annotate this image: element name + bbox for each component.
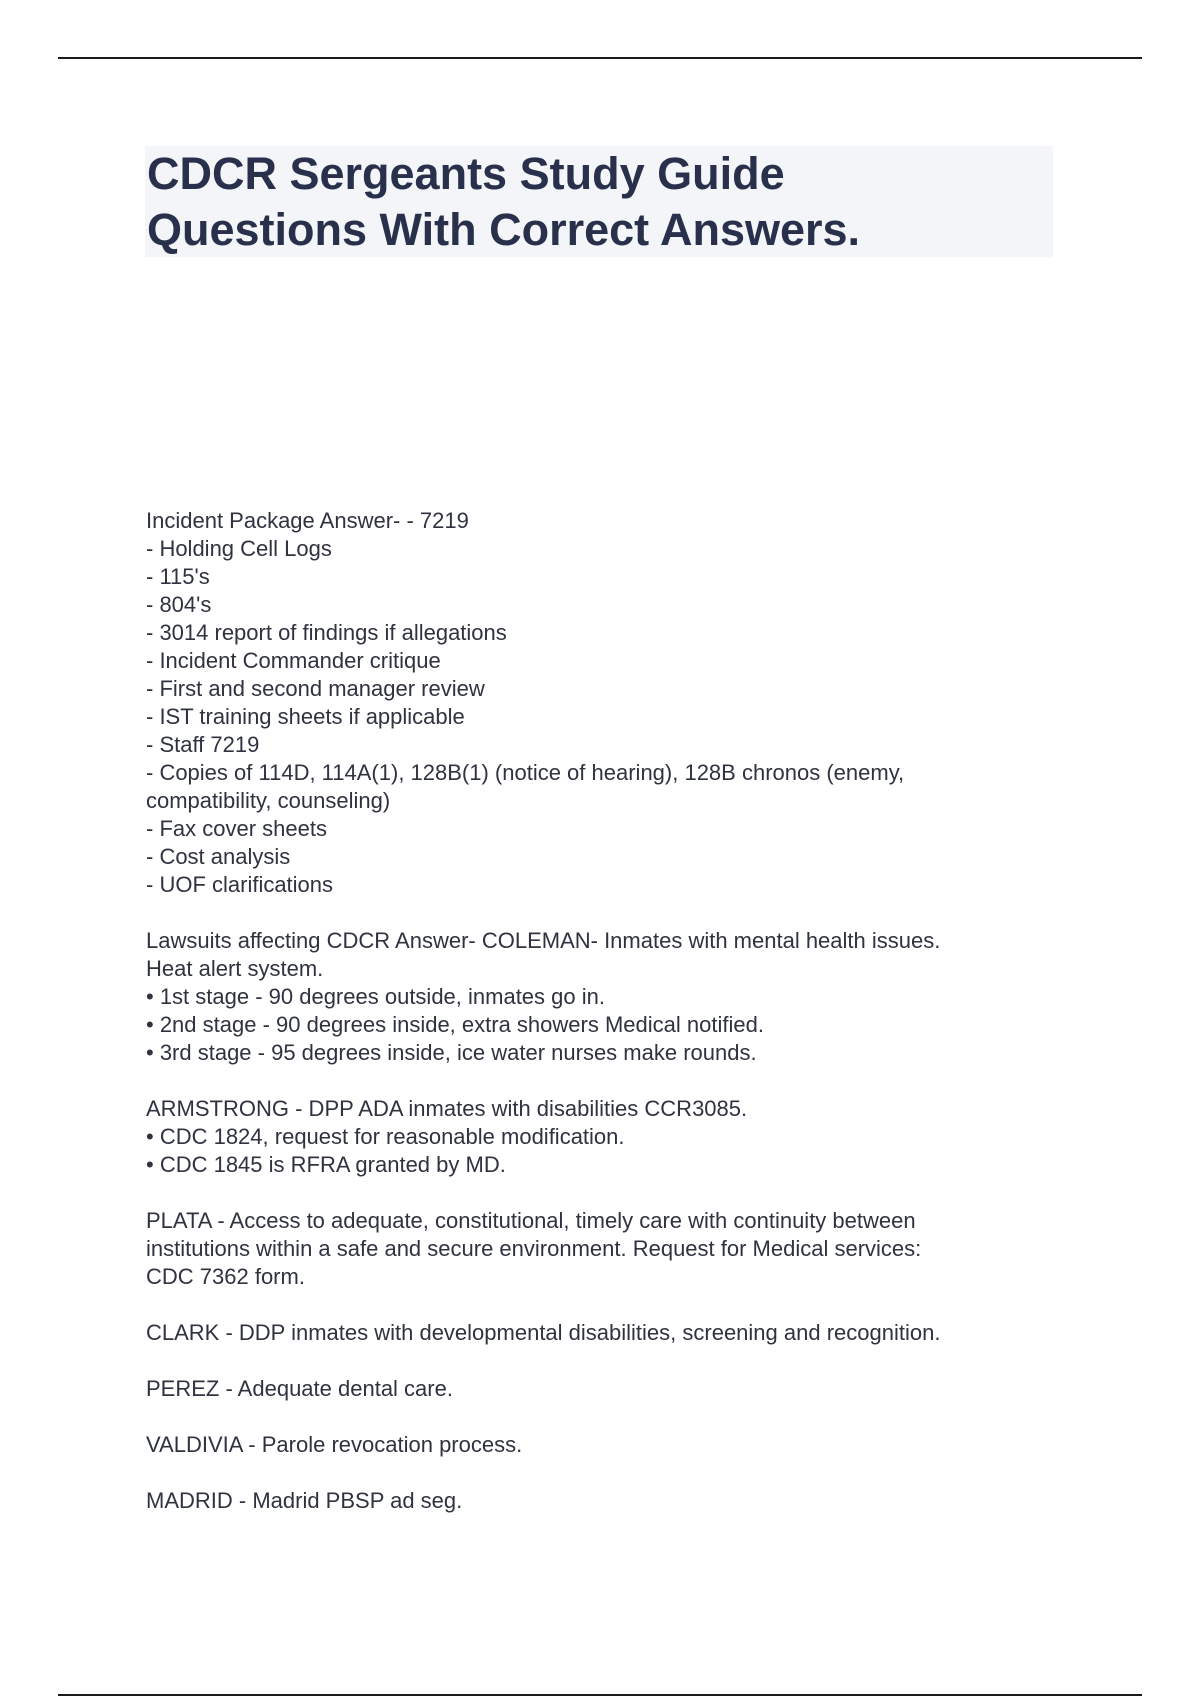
answer-line: - Cost analysis <box>146 844 291 869</box>
answer-line: - IST training sheets if applicable <box>146 704 465 729</box>
answer-line: CLARK - DDP inmates with developmental disabilities, screening and recognition. <box>146 1320 941 1345</box>
question-line: Lawsuits affecting CDCR Answer- COLEMAN- Inmates with mental health issues. <box>146 928 941 953</box>
incident-package-section <box>146 507 1066 899</box>
question-line: Incident Package Answer- - 7219 <box>146 508 469 533</box>
plata-section <box>146 1207 1066 1291</box>
bottom-rule <box>58 1694 1142 1696</box>
document-title-line-1: CDCR Sergeants Study Guide <box>147 148 785 199</box>
answer-line: - Incident Commander critique <box>146 648 441 673</box>
answer-line: - Holding Cell Logs <box>146 536 332 561</box>
valdivia-section <box>146 1431 1066 1459</box>
answer-line: MADRID - Madrid PBSP ad seg. <box>146 1488 463 1513</box>
answer-line: - 804's <box>146 592 212 617</box>
answer-line: institutions within a safe and secure environment. Request for Medical services: <box>146 1236 922 1261</box>
answer-line: PLATA - Access to adequate, constitutional, timely care with continuity between <box>146 1208 916 1233</box>
answer-line: - UOF clarifications <box>146 872 334 897</box>
answer-line: - 3014 report of findings if allegations <box>146 620 507 645</box>
clark-section <box>146 1319 1066 1347</box>
answer-line: - Staff 7219 <box>146 732 260 757</box>
answer-line: - Fax cover sheets <box>146 816 327 841</box>
document-title-line-2: Questions With Correct Answers. <box>147 204 861 255</box>
title-block <box>145 146 1053 257</box>
madrid-section <box>146 1487 1066 1515</box>
answer-line: • 1st stage - 90 degrees outside, inmates go in. <box>146 984 605 1009</box>
answer-line: • CDC 1824, request for reasonable modification. <box>146 1124 625 1149</box>
top-rule <box>58 57 1142 59</box>
answer-line: Heat alert system. <box>146 956 324 981</box>
answer-line: PEREZ - Adequate dental care. <box>146 1376 453 1401</box>
answer-line: • 2nd stage - 90 degrees inside, extra showers Medical notified. <box>146 1012 764 1037</box>
answer-line: CDC 7362 form. <box>146 1264 305 1289</box>
answer-line: ARMSTRONG - DPP ADA inmates with disabilities CCR3085. <box>146 1096 748 1121</box>
document-body <box>146 507 1066 1543</box>
answer-line: - First and second manager review <box>146 676 485 701</box>
armstrong-section <box>146 1095 1066 1179</box>
answer-line: - 115's <box>146 564 210 589</box>
answer-line: - Copies of 114D, 114A(1), 128B(1) (notice of hearing), 128B chronos (enemy, <box>146 760 905 785</box>
answer-line: VALDIVIA - Parole revocation process. <box>146 1432 523 1457</box>
answer-line: • 3rd stage - 95 degrees inside, ice water nurses make rounds. <box>146 1040 757 1065</box>
lawsuits-section <box>146 927 1066 1067</box>
perez-section <box>146 1375 1066 1403</box>
answer-line: compatibility, counseling) <box>146 788 391 813</box>
answer-line: • CDC 1845 is RFRA granted by MD. <box>146 1152 506 1177</box>
